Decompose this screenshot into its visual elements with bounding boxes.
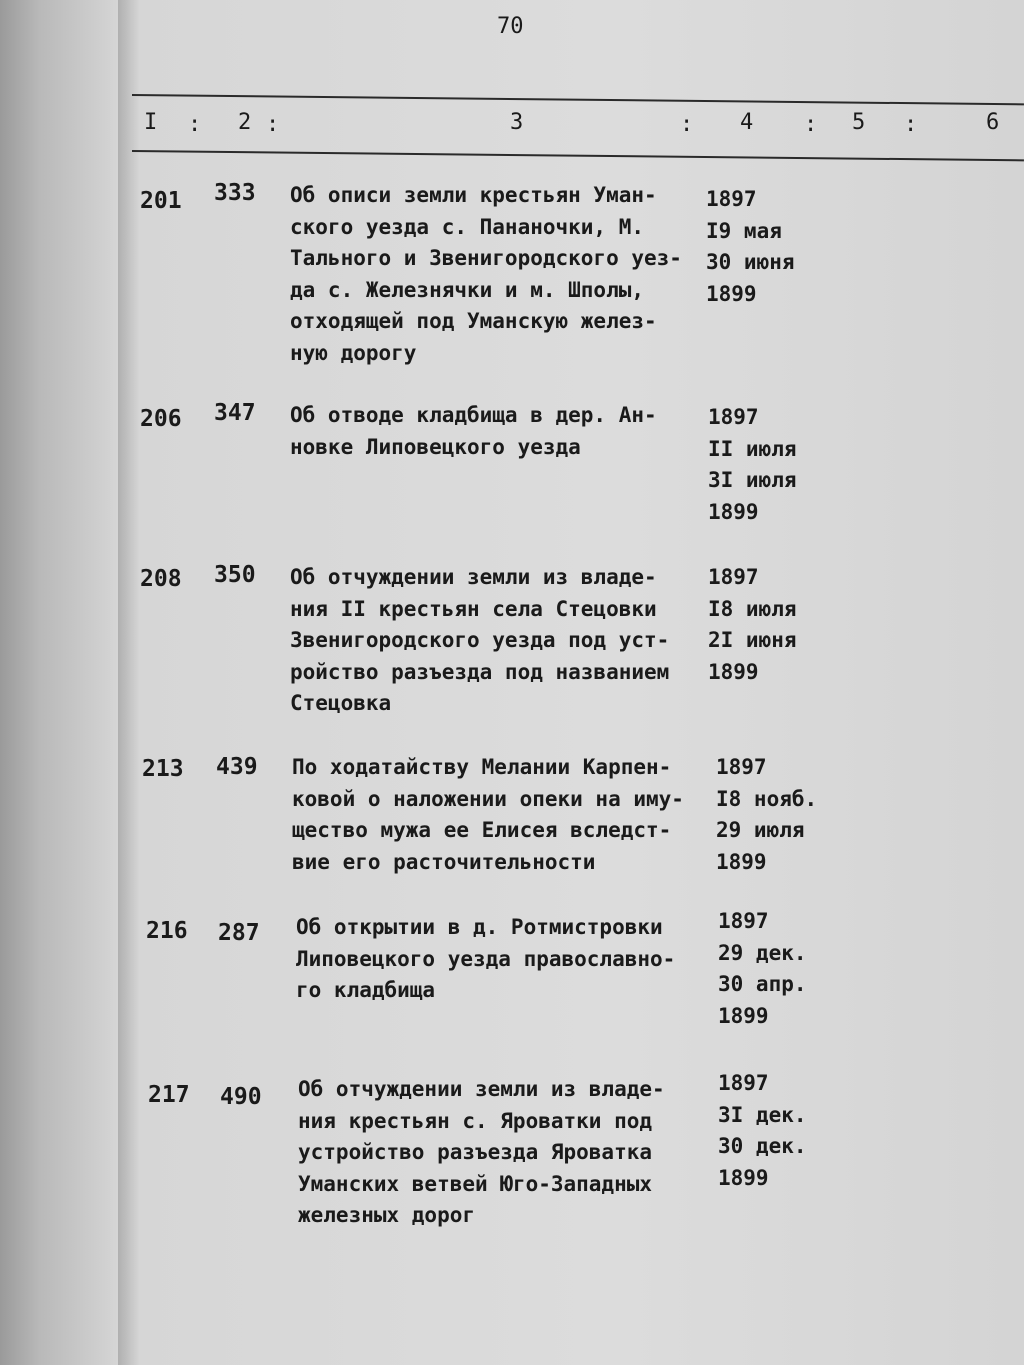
file-number: 439 bbox=[216, 754, 258, 780]
entry-dates: 1897 3I дек. 30 дек. 1899 bbox=[718, 1071, 807, 1190]
entry-description: Об описи земли крестьян Уман- ского уезда с. Пананочки, М. Тального и Звенигородского уез- да с. Железнячки и м. Шполы, отходящей под Уманскую желез- ную дорогу bbox=[290, 183, 682, 365]
column-separator: : bbox=[804, 112, 818, 137]
column-header-3: 3 bbox=[510, 110, 524, 135]
header-bottom-rule bbox=[132, 150, 1024, 161]
entry-dates: 1897 I8 июля 2I июня 1899 bbox=[708, 565, 797, 684]
entry-description: По ходатайству Мелании Карпен- ковой о наложении опеки на иму- щество мужа ее Елисея вследст- вие его расточительности bbox=[292, 755, 684, 874]
entry-number: 213 bbox=[142, 756, 184, 782]
entry-description: Об открытии в д. Ротмистровки Липовецкого уезда православно- го кладбища bbox=[296, 915, 676, 1003]
entry-dates: 1897 I8 нояб. 29 июля 1899 bbox=[716, 755, 818, 874]
entry-number: 208 bbox=[140, 566, 182, 592]
column-header-4: 4 bbox=[740, 110, 754, 135]
entry-dates: 1897 29 дек. 30 апр. 1899 bbox=[718, 909, 807, 1028]
entry-number: 201 bbox=[140, 188, 182, 214]
column-header-1: I bbox=[144, 110, 158, 135]
entry-number: 216 bbox=[146, 918, 188, 944]
column-separator: : bbox=[680, 112, 694, 137]
file-number: 287 bbox=[218, 920, 260, 946]
file-number: 347 bbox=[214, 400, 256, 426]
page-number: 70 bbox=[497, 14, 524, 39]
entry-description: Об отводе кладбища в дер. Ан- новке Липовецкого уезда bbox=[290, 403, 657, 459]
entry-number: 217 bbox=[148, 1082, 190, 1108]
column-header-2: 2 bbox=[238, 110, 252, 135]
column-separator: : bbox=[904, 112, 918, 137]
entry-description: Об отчуждении земли из владе- ния II крестьян села Стецовки Звенигородского уезда под уст- ройство разъезда под названием Стецовка bbox=[290, 565, 670, 716]
column-separator: : bbox=[188, 112, 202, 137]
column-header-5: 5 bbox=[852, 110, 866, 135]
entry-number: 206 bbox=[140, 406, 182, 432]
file-number: 333 bbox=[214, 180, 256, 206]
entry-description: Об отчуждении земли из владе- ния крестьян с. Яроватки под устройство разъезда Яроватка Уманских ветвей Юго-Западных железных дорог bbox=[298, 1077, 665, 1228]
file-number: 350 bbox=[214, 562, 256, 588]
entry-dates: 1897 II июля 3I июля 1899 bbox=[708, 405, 797, 524]
header-top-rule bbox=[132, 94, 1024, 105]
column-header-6: 6 bbox=[986, 110, 1000, 135]
column-separator: : bbox=[266, 112, 280, 137]
file-number: 490 bbox=[220, 1084, 262, 1110]
page-fold-shadow bbox=[118, 0, 140, 1365]
entry-dates: 1897 I9 мая 30 июня 1899 bbox=[706, 187, 795, 306]
